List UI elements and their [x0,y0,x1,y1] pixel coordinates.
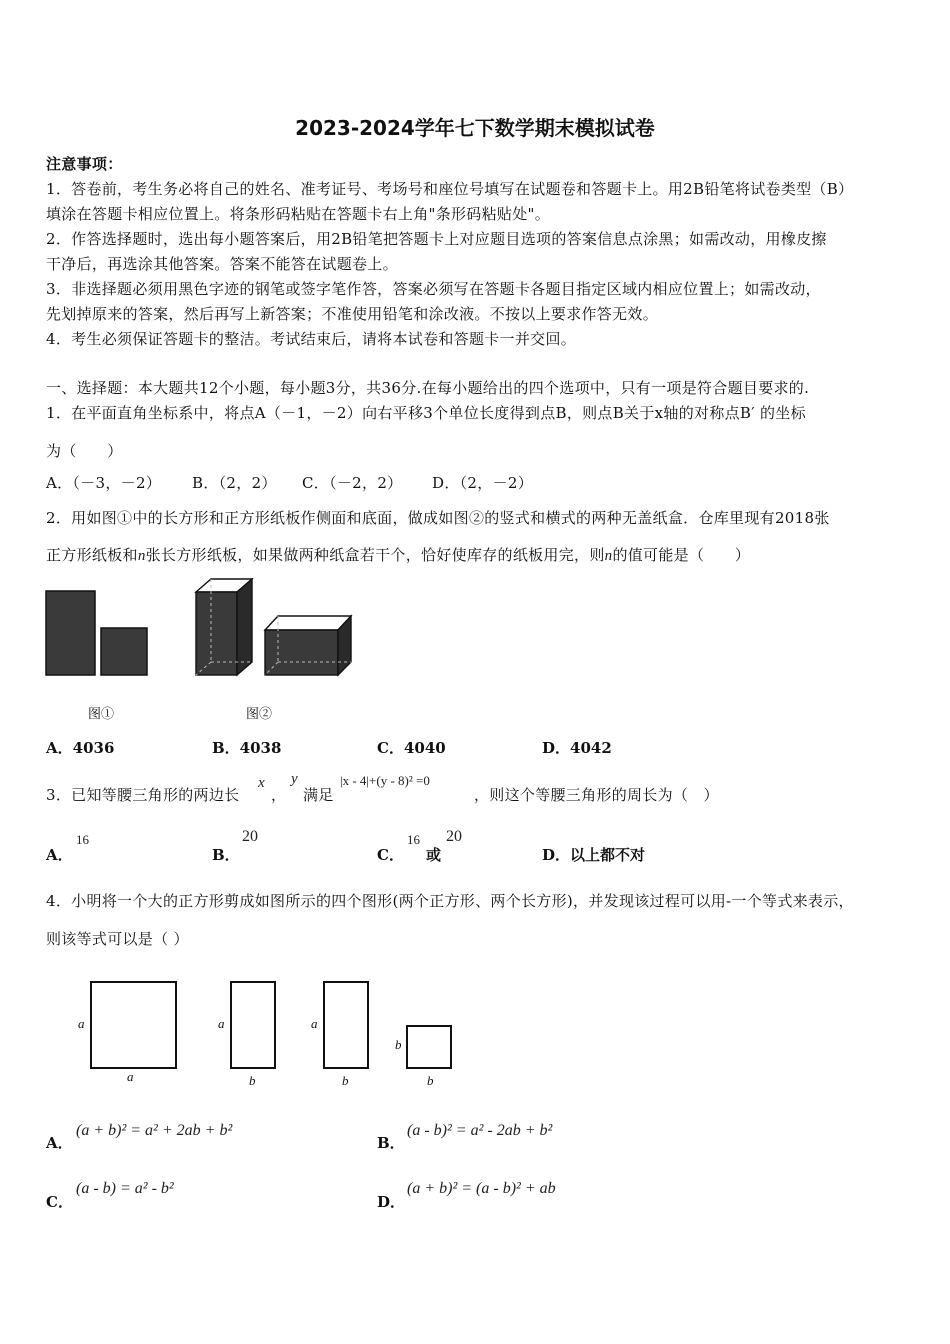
q3-option-a-value: 16 [76,832,89,847]
label-a-1: a [78,1016,85,1031]
q3-option-d: D．以上都不对 [542,846,646,864]
q3-option-c-value1: 16 [407,832,420,847]
q3-option-c-or: 或 [426,846,442,864]
q1-option-a: A．（－3，－2） [46,474,162,492]
rectangle-ab-1 [231,982,275,1068]
q4-stem-line1: 4．小明将一个大的正方形剪成如图所示的四个图形(两个正方形、两个长方形)，并发现该过程可以用-一个等式来表示， [46,892,854,910]
q1-option-b: B．（2，2） [192,474,277,492]
notice-line-3: 2．作答选择题时，选出每小题答案后，用2B铅笔把答题卡上对应题目选项的答案信息点涂黑；如需改动，用橡皮擦 [46,230,827,248]
q2-text-c: 的值可能是（ ） [612,546,751,564]
label-a-4: a [311,1016,318,1031]
q2-option-a: A．4036 [46,739,115,757]
q4-option-a-expr: (a + b)² = a² + 2ab + b² [76,1122,233,1139]
q3-option-c-label: C． [377,846,404,864]
q4-option-d-label: D． [377,1193,406,1211]
q2-option-c: C．4040 [377,739,446,757]
q3-option-a-label: A． [46,846,73,864]
q3-var-x: x [258,775,265,791]
fig2-vertical-box [196,579,252,675]
q3-stem-prefix: 3．已知等腰三角形的两边长 [46,786,240,804]
q2-text-b: 张长方形纸板，如果做两种纸盒若干个，恰好使库存的纸板用完，则 [145,546,605,564]
q3-var-y: y [291,771,298,787]
notice-line-1: 1．答卷前，考生务必将自己的姓名、准考证号、考场号和座位号填写在试题卷和答题卡上。用2B铅笔将试卷类型（B） [46,180,854,198]
notice-line-7: 4．考生必须保证答题卡的整洁。考试结束后，请将本试卷和答题卡一并交回。 [46,330,577,348]
q4-option-a-label: A． [46,1134,73,1152]
q2-stem-line2 [46,544,750,565]
fig2-caption: 图② [246,707,273,722]
q3-comma: ， [271,786,287,804]
fig1-square [101,628,147,675]
q4-option-c-expr: (a - b) = a² - b² [76,1180,174,1197]
square-a [91,982,176,1068]
q3-stem-suffix: ，则这个等腰三角形的周长为（ ） [474,786,719,804]
q4-figure-svg [74,978,474,1090]
q2-option-d: D．4042 [542,739,612,757]
q1-option-d: D．（2，－2） [432,474,534,492]
q3-option-c-value2: 20 [446,828,462,845]
q1-stem-line2: 为（ ） [46,442,123,460]
q2-option-b: B．4038 [212,739,282,757]
notice-line-6: 先划掉原来的答案，然后再写上新答案；不准使用铅笔和涂改液。不按以上要求作答无效。 [46,305,659,323]
label-a-2: a [127,1069,134,1084]
label-b-4: b [427,1073,434,1088]
q3-option-b-label: B． [212,846,240,864]
q2-var-n-2: n [604,548,613,564]
fig2-horizontal-box [265,616,351,675]
q2-figure-svg [44,578,364,682]
notice-line-2: 填涂在答题卡相应位置上。将条形码粘贴在答题卡右上角"条形码粘贴处"。 [46,205,551,223]
q1-option-c: C．（－2，2） [302,474,403,492]
section-heading: 一、选择题：本大题共12个小题，每小题3分，共36分.在每小题给出的四个选项中，只有一项是符合题目要求的. [46,379,810,397]
q2-text-a: 正方形纸板和 [46,546,138,564]
notice-line-5: 3．非选择题必须用黑色字迹的钢笔或签字笔作答，答案必须写在答题卡各题目指定区域内相应位置上；如需改动， [46,280,821,298]
square-b [407,1026,451,1068]
q2-figure [44,578,364,682]
notice-heading: 注意事项： [46,155,123,173]
q2-stem-line1: 2．用如图①中的长方形和正方形纸板作侧面和底面，做成如图②的竖式和横式的两种无盖纸盒．仓库里现有2018张 [46,509,830,527]
label-b-3: b [395,1037,402,1052]
q1-stem-line1: 1．在平面直角坐标系中，将点A（－1，－2）向右平移3个单位长度得到点B，则点B关于x轴的对称点B′ 的坐标 [46,404,806,422]
fig1-rectangle [46,591,95,675]
fig1-caption: 图① [88,707,115,722]
q4-option-c-label: C． [46,1193,73,1211]
q4-figure [74,978,474,1090]
q4-option-b-label: B． [377,1134,405,1152]
q4-option-d-expr: (a + b)² = (a - b)² + ab [407,1180,556,1197]
q3-option-b-value: 20 [242,828,258,845]
q3-equation: |x - 4|+(y - 8)² =0 [340,773,430,788]
rectangle-ab-2 [324,982,368,1068]
q4-stem-line2: 则该等式可以是（ ） [46,930,189,948]
q3-mid: 满足 [303,786,334,804]
label-a-3: a [218,1016,225,1031]
label-b-2: b [342,1073,349,1088]
q4-option-b-expr: (a - b)² = a² - 2ab + b² [407,1122,553,1139]
page-title: 2023-2024学年七下数学期末模拟试卷 [295,116,655,140]
notice-line-4: 干净后，再选涂其他答案。答案不能答在试题卷上。 [46,255,398,273]
label-b-1: b [249,1073,256,1088]
q2-var-n: n [137,548,146,564]
